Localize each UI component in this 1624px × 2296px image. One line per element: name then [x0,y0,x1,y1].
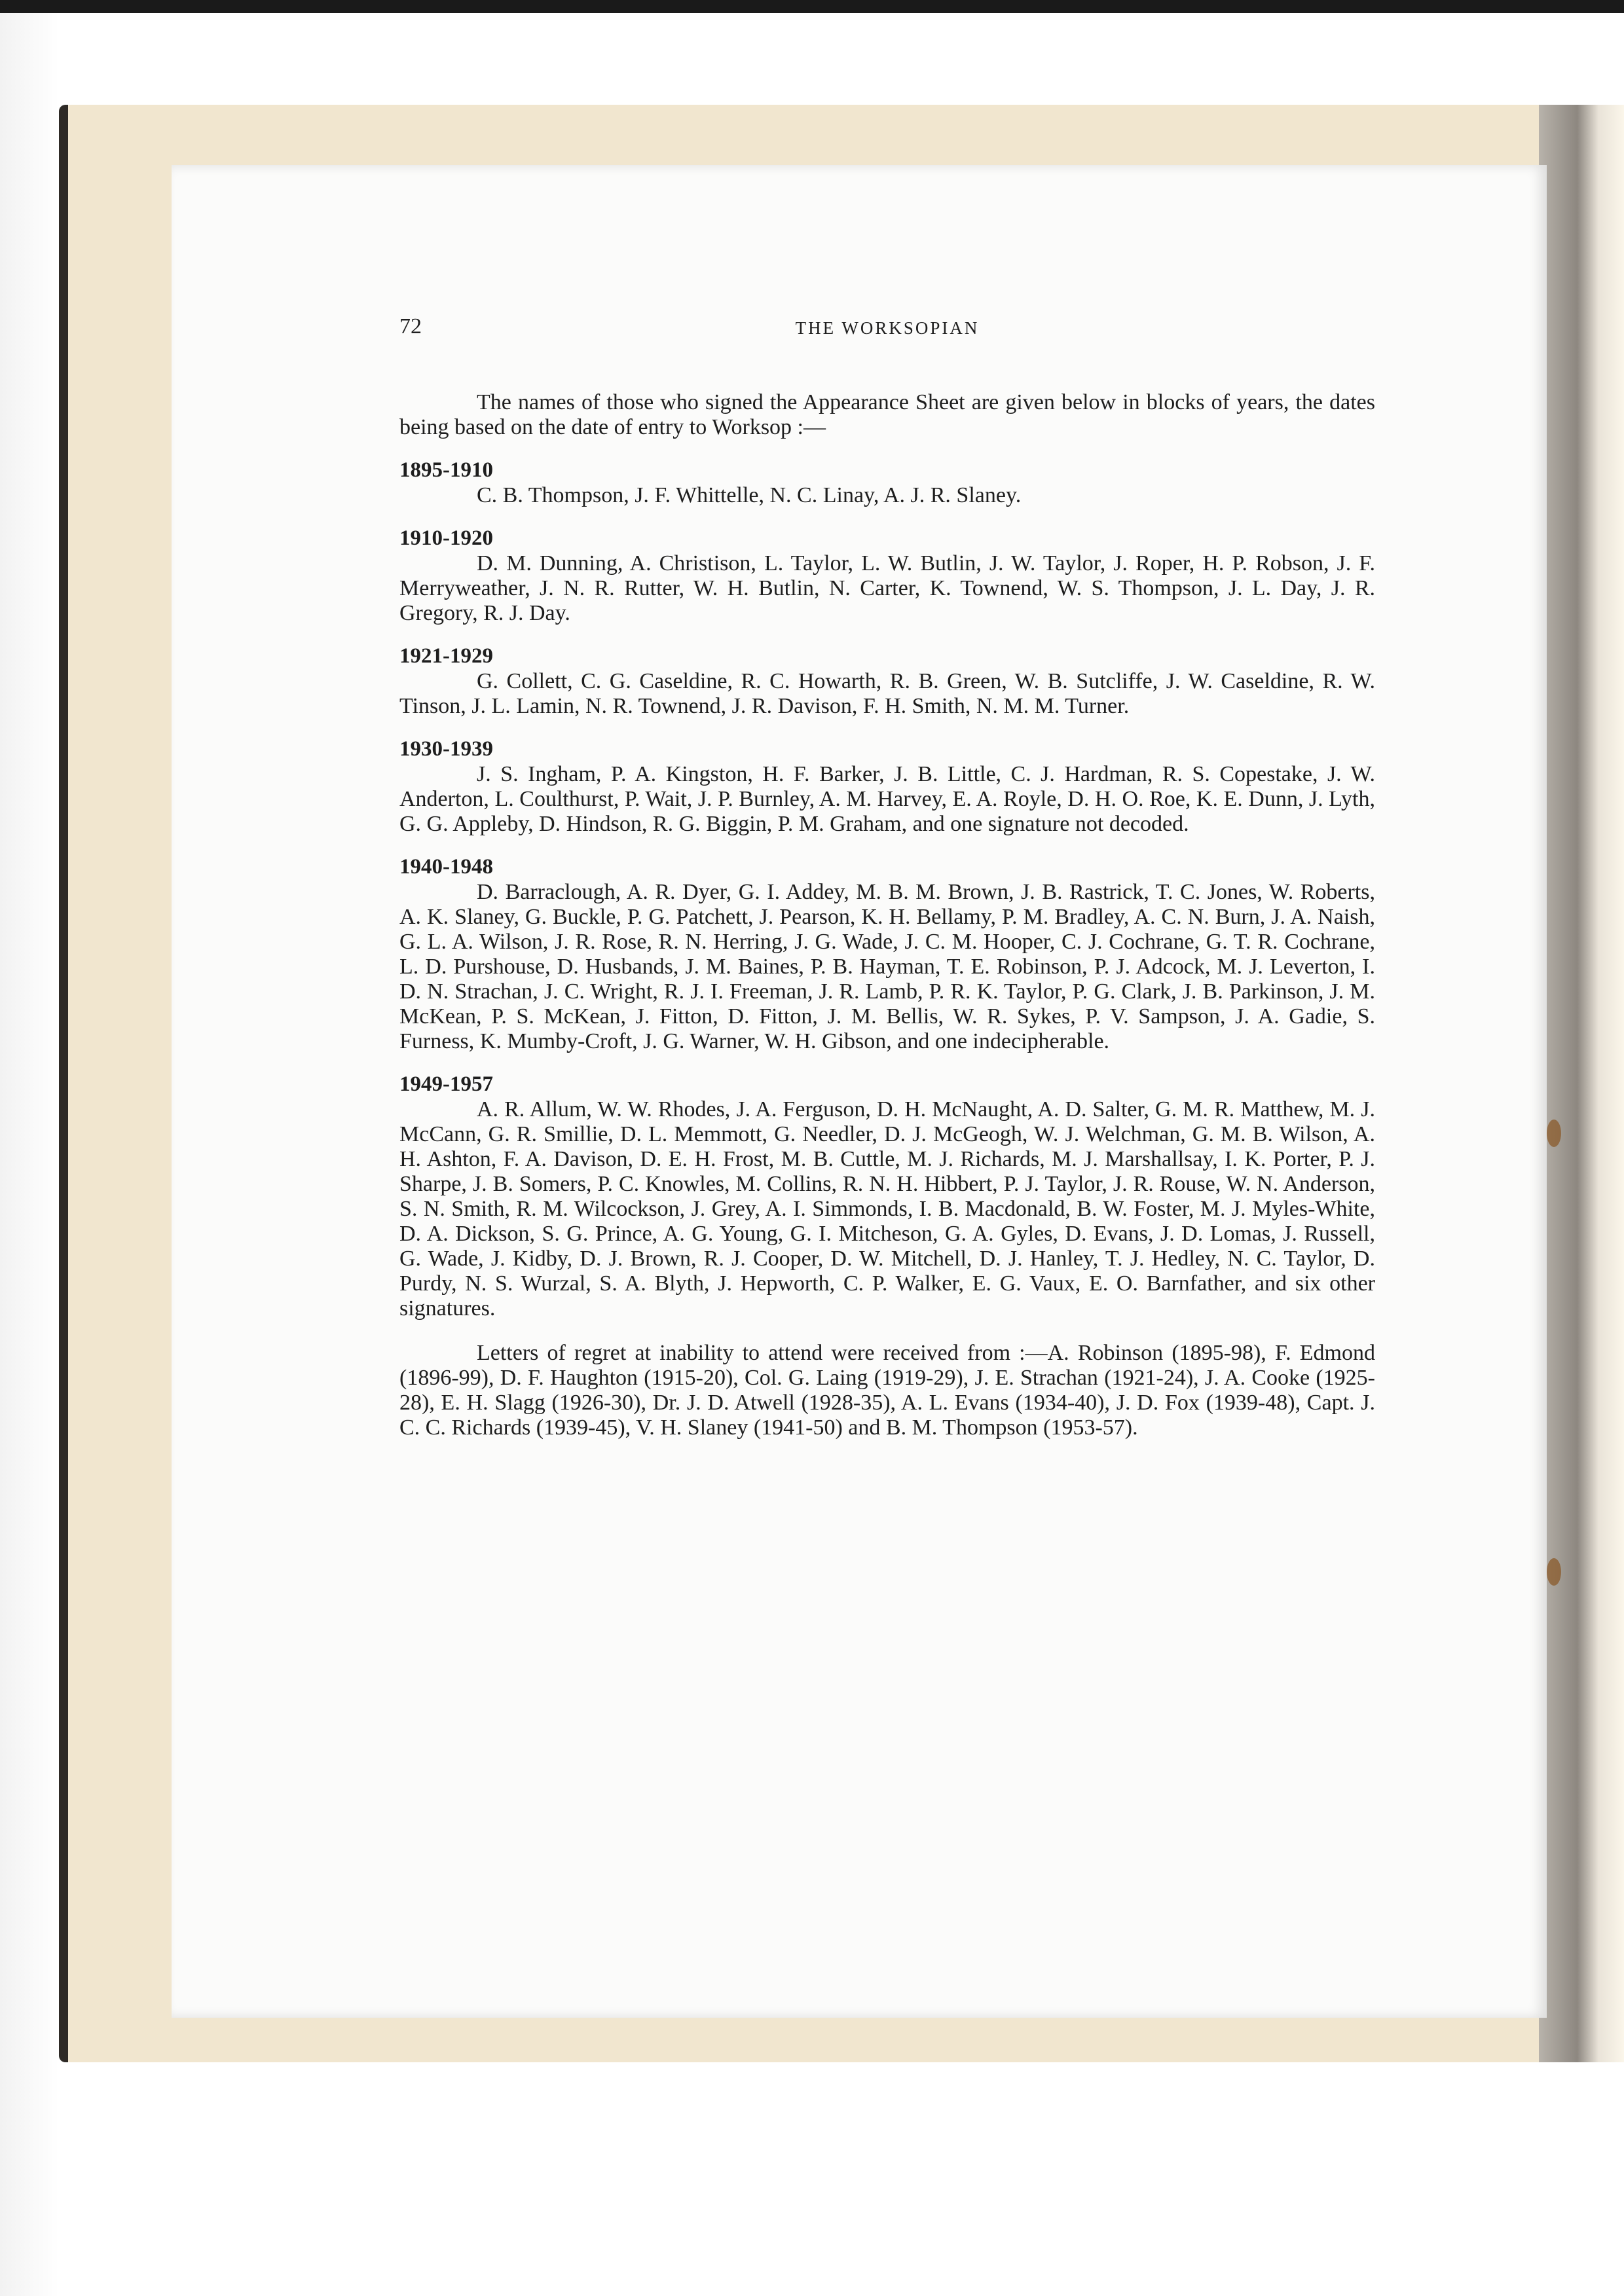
signature-names: J. S. Ingham, P. A. Kingston, H. F. Barker, J. B. Little, C. J. Hardman, R. S. Copestake, J. W. Anderton, L. Coulthurst, P. Wait, J. P. Burnley, A. M. Harvey, E. A. Royle, D. H. O. Roe, K. E. Dunn, J. Lyth, G. G. Appleby, D. Hindson, R. G. Biggin, P. M. Graham, and one signature not decoded. [399,762,1375,836]
year-range-heading: 1930-1939 [399,737,493,761]
signature-block [399,643,1375,719]
signature-names: D. M. Dunning, A. Christison, L. Taylor, L. W. Butlin, J. W. Taylor, J. Roper, H. P. Robson, J. F. Merryweather, J. N. R. Rutter, W. H. Butlin, N. Carter, K. Townend, W. S. Thompson, J. L. Day, J. R. Gregory, R. J. Day. [399,551,1375,625]
scan-top-edge [0,0,1624,13]
signature-names: C. B. Thompson, J. F. Whittelle, N. C. Linay, A. J. R. Slaney. [477,483,1022,507]
page-stain [1547,1120,1561,1147]
scan-left-margin [0,13,59,2296]
page-stain [1547,1558,1561,1586]
page-header [399,314,1375,354]
page-number: 72 [399,314,422,338]
page-content [399,314,1375,1463]
year-range-heading: 1949-1957 [399,1072,493,1096]
year-range-heading: 1921-1929 [399,644,493,668]
signature-names: D. Barraclough, A. R. Dyer, G. I. Addey, M. B. M. Brown, J. B. Rastrick, T. C. Jones, W. Roberts, A. K. Slaney, G. Buckle, P. G. Patchett, J. Pearson, K. H. Bellamy, P. M. Bradley, A. C. N. Burn, J. A. Naish, G. L. A. Wilson, J. R. Rose, R. N. Herring, J. G. Wade, J. C. M. Hooper, C. J. Cochrane, G. T. R. Cochrane, L. D. Purshouse, D. Husbands, J. M. Baines, P. B. Hayman, T. E. Robinson, P. J. Adcock, M. J. Leverton, I. D. N. Strachan, J. C. Wright, R. J. I. Freeman, J. R. Lamb, P. R. K. Taylor, P. G. Clark, J. B. Parkinson, J. M. McKean, P. S. McKean, J. Fitton, D. Fitton, J. M. Bellis, W. R. Sykes, P. V. Sampson, J. A. Gadie, S. Furness, K. Mumby-Croft, J. G. Warner, W. H. Gibson, and one indecipherable. [399,880,1375,1053]
year-range-heading: 1940-1948 [399,855,493,879]
signature-block [399,525,1375,626]
signature-names: G. Collett, C. G. Caseldine, R. C. Howarth, R. B. Green, W. B. Sutcliffe, J. W. Caseldine, R. W. Tinson, J. L. Lamin, N. R. Townend, J. R. Davison, F. H. Smith, N. M. M. Turner. [399,669,1375,718]
year-range-heading: 1895-1910 [399,458,493,482]
signature-names: A. R. Allum, W. W. Rhodes, J. A. Ferguson, D. H. McNaught, A. D. Salter, G. M. R. Matthew, M. J. McCann, G. R. Smillie, D. L. Memmott, G. Needler, D. J. McGeogh, W. J. Welchman, G. M. B. Wilson, A. H. Ashton, F. A. Davison, D. E. H. Frost, M. B. Cuttle, M. J. Richards, M. J. Marshallsay, I. K. Porter, P. J. Sharpe, J. B. Somers, P. C. Knowles, M. Collins, R. N. H. Hibbert, P. J. Taylor, J. R. Rouse, W. N. Anderson, S. N. Smith, R. M. Wilcockson, J. Grey, A. I. Simmonds, I. B. Macdonald, B. W. Foster, M. J. Myles-White, D. A. Dickson, S. G. Prince, A. G. Young, G. I. Mitcheson, G. A. Gyles, D. Evans, J. D. Lomas, J. Russell, G. Wade, J. Kidby, D. J. Brown, R. J. Cooper, D. W. Mitchell, D. J. Hanley, T. J. Hedley, N. C. Taylor, D. Purdy, N. S. Wurzal, S. A. Blyth, J. Hepworth, C. P. Walker, E. G. Vaux, E. O. Barnfather, and six other signatures. [399,1097,1375,1321]
intro-paragraph: The names of those who signed the Appearance Sheet are given below in blocks of years, the dates being based on the date of entry to Worksop :— [399,390,1375,439]
page-gutter-shadow [1539,105,1624,2062]
signature-block [399,854,1375,1054]
signature-block [399,1071,1375,1321]
year-range-heading: 1910-1920 [399,526,493,550]
signature-block [399,457,1375,508]
signature-block [399,736,1375,837]
regrets-paragraph: Letters of regret at inability to attend were received from :—A. Robinson (1895-98), F. Edmond (1896-99), D. F. Haughton (1915-20), Col. G. Laing (1919-29), J. E. Strachan (1921-24), J. A. Cooke (1925-28), E. H. Slagg (1926-30), Dr. J. D. Atwell (1928-35), A. L. Evans (1934-40), J. D. Fox (1939-48), Capt. J. C. C. Richards (1939-45), V. H. Slaney (1941-50) and B. M. Thompson (1953-57). [399,1341,1375,1440]
book-cover-edge [59,105,68,2062]
running-title: THE WORKSOPIAN [795,318,980,338]
